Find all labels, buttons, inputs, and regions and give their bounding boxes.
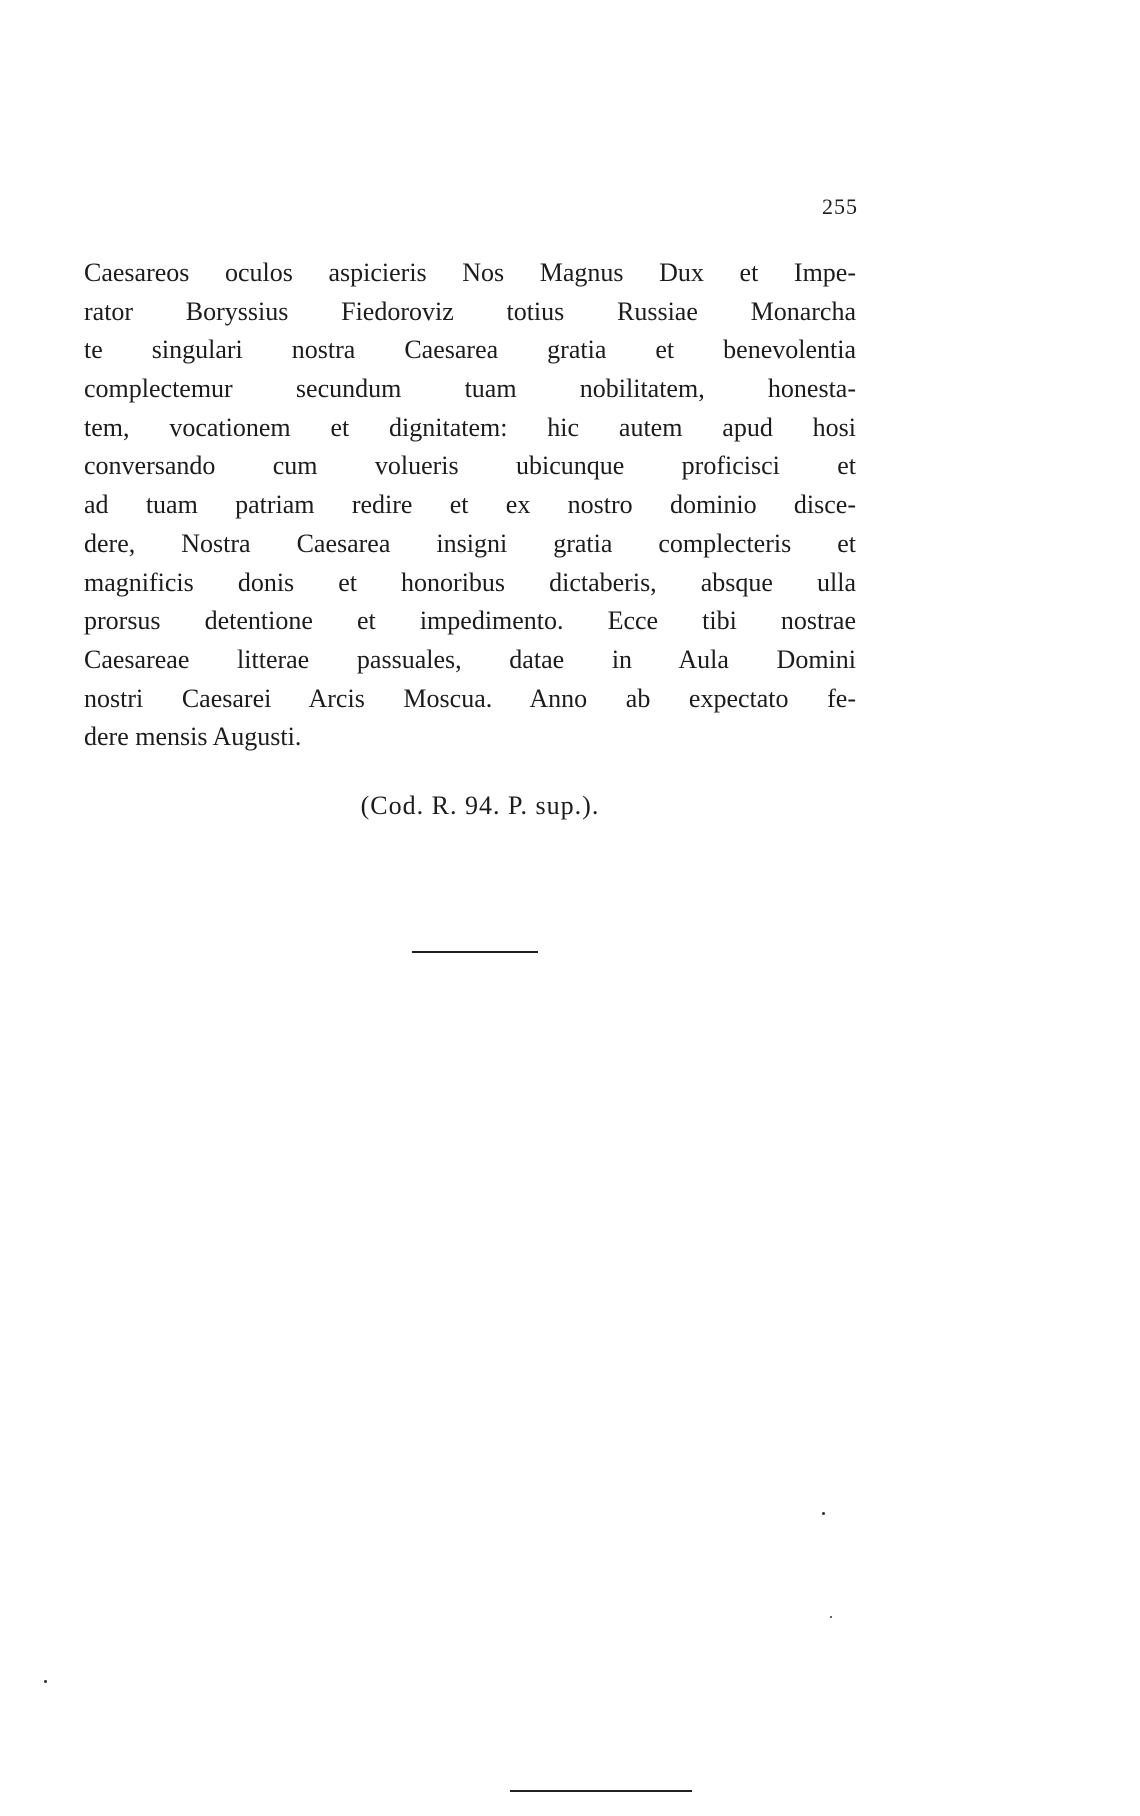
- section-rule: [412, 951, 538, 953]
- scan-artifact-line: [510, 1790, 692, 1792]
- text-line: rator Boryssius Fiedoroviz totius Russiae Monarcha: [84, 296, 856, 326]
- text-line: prorsus detentione et impedimento. Ecce tibi nostrae: [84, 606, 856, 636]
- text-line: ad tuam patriam redire et ex nostro dominio disce-: [84, 490, 856, 520]
- text-line: complectemur secundum tuam nobilitatem, honesta-: [84, 374, 856, 404]
- page-number: 255: [822, 194, 858, 219]
- text-line: te singulari nostra Caesarea gratia et benevolentia: [84, 335, 856, 365]
- text-line: Caesareos oculos aspicieris Nos Magnus Dux et Impe-: [84, 258, 856, 287]
- text-line: Caesareae litterae passuales, datae in Aula Domini: [84, 644, 856, 674]
- text-line: dere, Nostra Caesarea insigni gratia complecteris et: [84, 528, 856, 558]
- text-line: conversando cum volueris ubicunque proficisci et: [84, 451, 856, 481]
- text-line-last: dere mensis Augusti.: [84, 722, 302, 752]
- citation: (Cod. R. 94. P. sup.).: [360, 791, 600, 820]
- scan-artifact-dot: [822, 1512, 825, 1515]
- body-text: [84, 254, 856, 757]
- text-line: tem, vocationem et dignitatem: hic autem apud hosi: [84, 412, 856, 442]
- text-line: magnificis donis et honoribus dictaberis, absque ulla: [84, 567, 856, 597]
- scan-artifact-dot: [830, 1616, 832, 1618]
- text-line: nostri Caesarei Arcis Moscua. Anno ab expectato fe-: [84, 683, 856, 713]
- scan-artifact-dot: [44, 1680, 47, 1683]
